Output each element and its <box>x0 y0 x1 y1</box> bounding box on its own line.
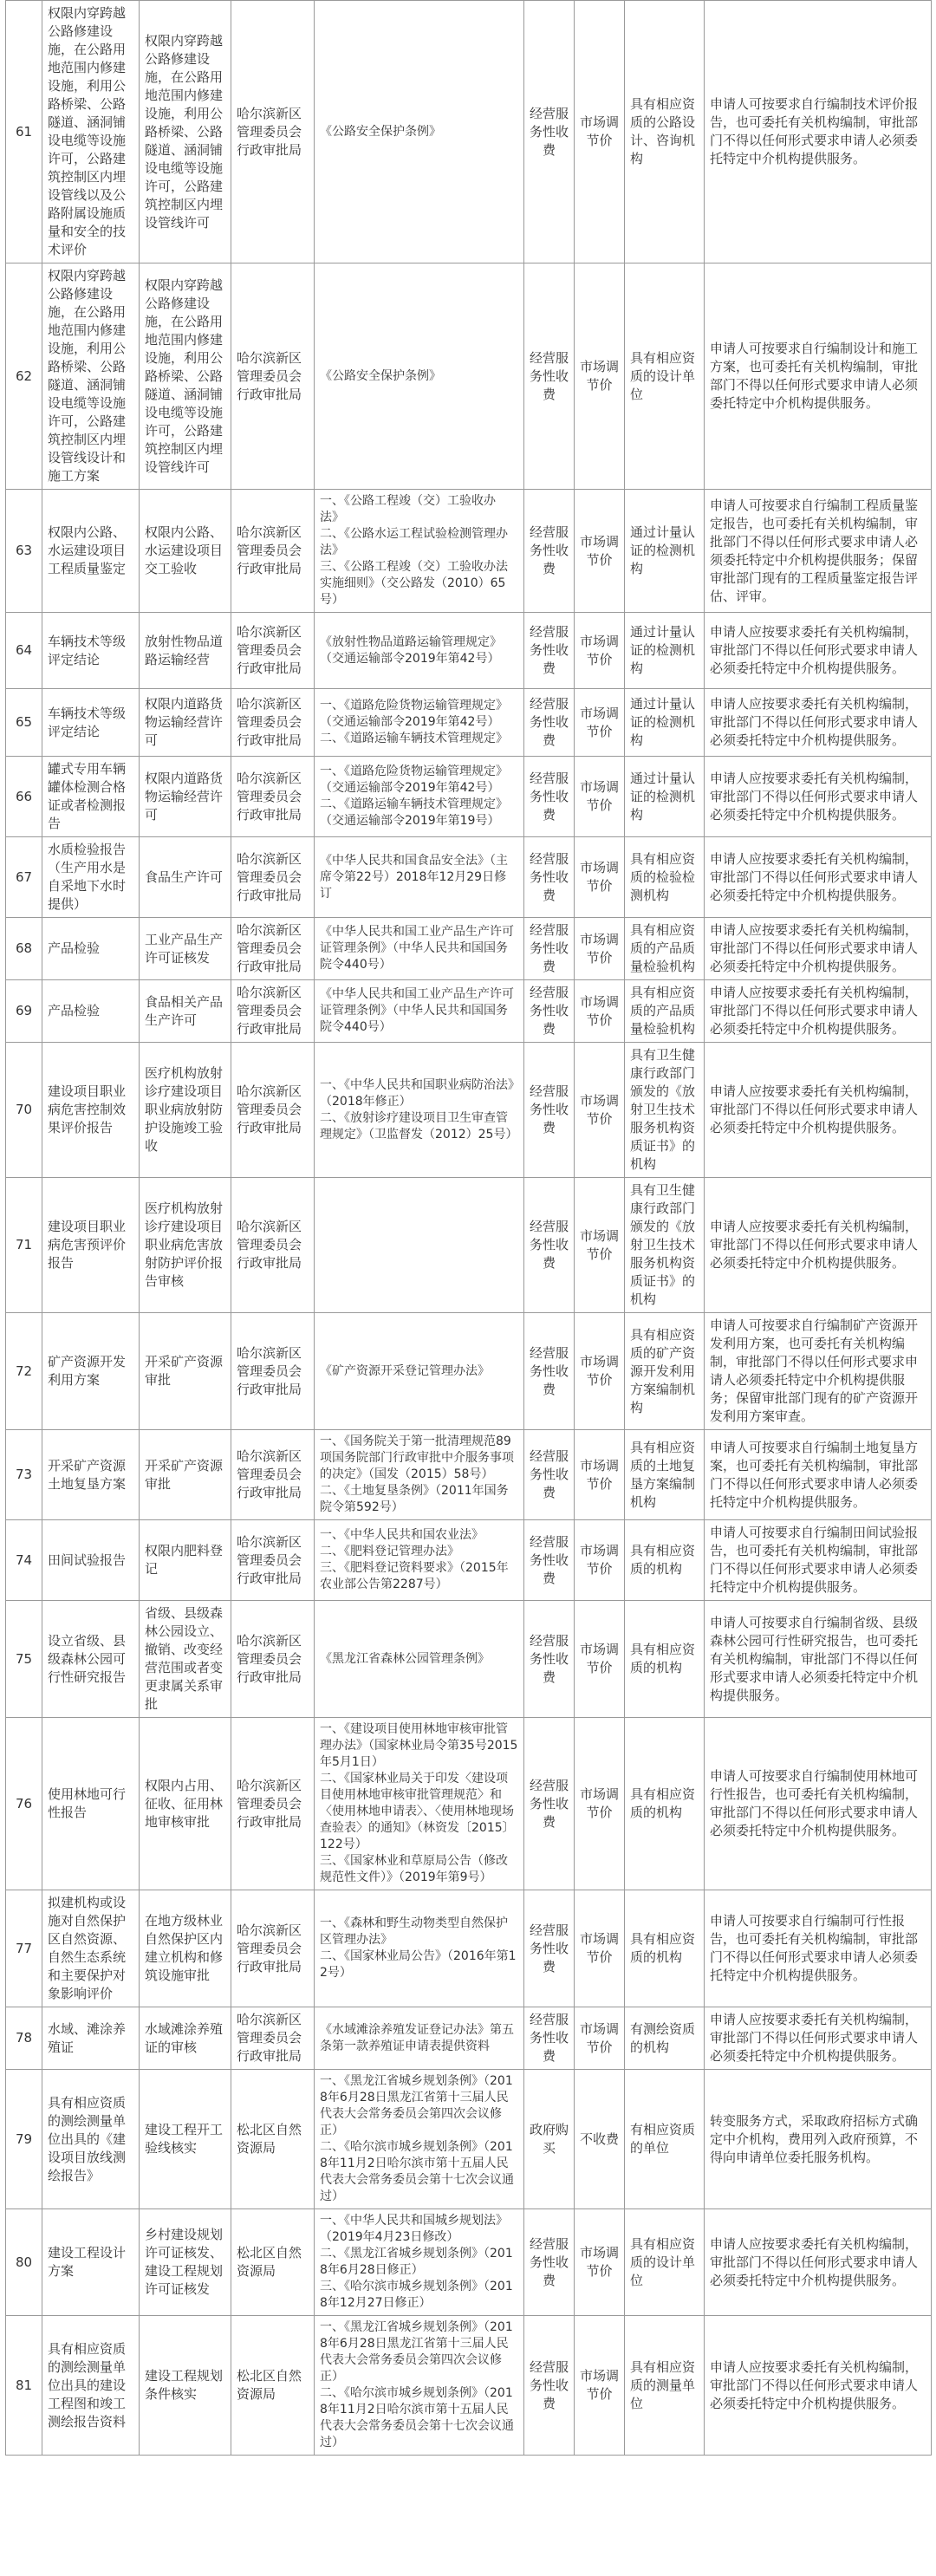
provider-requirement: 具有相应资质的产品质量检验机构 <box>625 980 705 1043</box>
provider-requirement: 具有相应资质的设计单位 <box>625 2209 705 2316</box>
charge-type: 政府购买 <box>524 2070 575 2209</box>
charge-type: 经营服务性收费 <box>524 2316 575 2456</box>
service-name: 建设工程设计方案 <box>42 2209 140 2316</box>
remarks: 申请人应按要求委托有关机构编制，审批部门不得以任何形式要求申请人必须委托特定中介机构提供服务。 <box>705 757 932 837</box>
charge-type: 经营服务性收费 <box>524 263 575 490</box>
charge-type: 经营服务性收费 <box>524 1043 575 1178</box>
charge-type: 经营服务性收费 <box>524 613 575 689</box>
approval-item: 权限内穿跨越公路修建设施，在公路用地范围内修建设施，利用公路桥梁、公路隧道、涵洞铺设电缆等设施许可，公路建筑控制区内埋设管线许可 <box>140 263 231 490</box>
remarks: 申请人应按要求委托有关机构编制，审批部门不得以任何形式要求申请人必须委托特定中介机构提供服务。 <box>705 918 932 980</box>
approval-item: 食品生产许可 <box>140 837 231 918</box>
row-number: 73 <box>6 1430 42 1520</box>
approval-item: 医疗机构放射诊疗建设项目职业病危害放射防护评价报告审核 <box>140 1178 231 1313</box>
provider-requirement: 具有相应资质的机构 <box>625 1718 705 1890</box>
approval-department: 哈尔滨新区管理委员会行政审批局 <box>231 689 315 757</box>
approval-item: 建设工程开工验线核实 <box>140 2070 231 2209</box>
approval-department: 哈尔滨新区管理委员会行政审批局 <box>231 490 315 613</box>
legal-basis: 一、《建设项目使用林地审核审批管理办法》（国家林业局令第35号2015年5月1日） 二、《国家林业局关于印发〈建设项目使用林地审核审批管理规范〉和〈使用林地申请表〉、〈使用林地现场查验表〉的通知》（林资发〔2015〕122号） 三、《国家林业和草原局公告（修改规范性文件）》（2019年第9号） <box>315 1718 524 1890</box>
row-number: 66 <box>6 757 42 837</box>
approval-item: 省级、县级森林公园设立、撤销、改变经营范围或者变更隶属关系审批 <box>140 1601 231 1718</box>
approval-department: 哈尔滨新区管理委员会行政审批局 <box>231 613 315 689</box>
row-number: 69 <box>6 980 42 1043</box>
table-row <box>6 1601 932 1718</box>
table-row <box>6 689 932 757</box>
legal-basis: 一、《公路工程竣（交）工验收办法》 二、《公路水运工程试验检测管理办法》 三、《公路工程竣（交）工验收办法实施细则》（交公路发（2010）65号） <box>315 490 524 613</box>
row-number: 63 <box>6 490 42 613</box>
row-number: 78 <box>6 2007 42 2070</box>
table-row <box>6 980 932 1043</box>
table-row <box>6 757 932 837</box>
legal-basis: 一、《道路危险货物运输管理规定》（交通运输部令2019年第42号） 二、《道路运输车辆技术管理规定》（交通运输部令2019年第19号） <box>315 757 524 837</box>
intermediary-services-table <box>5 0 932 2456</box>
approval-department: 哈尔滨新区管理委员会行政审批局 <box>231 980 315 1043</box>
approval-item: 食品相关产品生产许可 <box>140 980 231 1043</box>
legal-basis: 一、《黑龙江省城乡规划条例》（2018年6月28日黑龙江省第十三届人民代表大会常务委员会第四次会议修正） 二、《哈尔滨市城乡规划条例》（2018年11月2日哈尔滨市第十五届人民代表大会常务委员会第十七次会议通过） <box>315 2070 524 2209</box>
row-number: 61 <box>6 1 42 263</box>
charge-type: 经营服务性收费 <box>524 1 575 263</box>
row-number: 74 <box>6 1520 42 1601</box>
service-name: 具有相应资质的测绘测量单位出具的《建设项目放线测绘报告》 <box>42 2070 140 2209</box>
table-row <box>6 2007 932 2070</box>
provider-requirement: 具有卫生健康行政部门颁发的《放射卫生技术服务机构资质证书》的机构 <box>625 1178 705 1313</box>
service-name: 罐式专用车辆罐体检测合格证或者检测报告 <box>42 757 140 837</box>
approval-department: 哈尔滨新区管理委员会行政审批局 <box>231 1043 315 1178</box>
remarks: 申请人可按要求自行编制省级、县级森林公园可行性研究报告，也可委托有关机构编制，审批部门不得以任何形式要求申请人必须委托特定中介机构提供服务。 <box>705 1601 932 1718</box>
approval-item: 乡村建设规划许可证核发、建设工程规划许可证核发 <box>140 2209 231 2316</box>
service-name: 水域、滩涂养殖证 <box>42 2007 140 2070</box>
provider-requirement: 有测绘资质的机构 <box>625 2007 705 2070</box>
remarks: 申请人可按要求自行编制矿产资源开发利用方案，也可委托有关机构编制，审批部门不得以任何形式要求申请人必须委托特定中介机构提供服务；保留审批部门现有的矿产资源开发利用方案审查。 <box>705 1313 932 1430</box>
pricing-method: 市场调节价 <box>575 837 625 918</box>
pricing-method: 市场调节价 <box>575 1430 625 1520</box>
service-name: 具有相应资质的测绘测量单位出具的建设工程图和竣工测绘报告资料 <box>42 2316 140 2456</box>
pricing-method: 市场调节价 <box>575 689 625 757</box>
legal-basis: 一、《黑龙江省城乡规划条例》（2018年6月28日黑龙江省第十三届人民代表大会常务委员会第四次会议修正） 二、《哈尔滨市城乡规划条例》（2018年11月2日哈尔滨市第十五届人民代表大会常务委员会第十七次会议通过） <box>315 2316 524 2456</box>
remarks: 申请人可按要求自行编制技术评价报告，也可委托有关机构编制，审批部门不得以任何形式要求申请人必须委托特定中介机构提供服务。 <box>705 1 932 263</box>
approval-item: 在地方级林业自然保护区内建立机构和修筑设施审批 <box>140 1890 231 2007</box>
provider-requirement: 通过计量认证的检测机构 <box>625 757 705 837</box>
table-row <box>6 2070 932 2209</box>
provider-requirement: 具有相应资质的机构 <box>625 1520 705 1601</box>
remarks: 申请人可按要求自行编制可行性报告，也可委托有关机构编制，审批部门不得以任何形式要求申请人必须委托特定中介机构提供服务。 <box>705 1890 932 2007</box>
row-number: 79 <box>6 2070 42 2209</box>
approval-department: 哈尔滨新区管理委员会行政审批局 <box>231 1520 315 1601</box>
approval-department: 哈尔滨新区管理委员会行政审批局 <box>231 1601 315 1718</box>
provider-requirement: 具有相应资质的设计单位 <box>625 263 705 490</box>
pricing-method: 市场调节价 <box>575 1043 625 1178</box>
legal-basis: 《中华人民共和国工业产品生产许可证管理条例》（中华人民共和国国务院令440号） <box>315 980 524 1043</box>
approval-department: 哈尔滨新区管理委员会行政审批局 <box>231 837 315 918</box>
pricing-method: 市场调节价 <box>575 2007 625 2070</box>
pricing-method: 市场调节价 <box>575 1601 625 1718</box>
remarks: 申请人应按要求委托有关机构编制，审批部门不得以任何形式要求申请人必须委托特定中介机构提供服务。 <box>705 689 932 757</box>
approval-department: 哈尔滨新区管理委员会行政审批局 <box>231 757 315 837</box>
provider-requirement: 具有相应资质的土地复垦方案编制机构 <box>625 1430 705 1520</box>
service-name: 权限内穿跨越公路修建设施，在公路用地范围内修建设施，利用公路桥梁、公路隧道、涵洞铺设电缆等设施许可，公路建筑控制区内埋设管线设计和施工方案 <box>42 263 140 490</box>
approval-department: 松北区自然资源局 <box>231 2316 315 2456</box>
table-row <box>6 1043 932 1178</box>
approval-department: 哈尔滨新区管理委员会行政审批局 <box>231 1 315 263</box>
row-number: 65 <box>6 689 42 757</box>
approval-department: 哈尔滨新区管理委员会行政审批局 <box>231 918 315 980</box>
remarks: 申请人应按要求委托有关机构编制，审批部门不得以任何形式要求申请人必须委托特定中介机构提供服务。 <box>705 837 932 918</box>
legal-basis: 一、《中华人民共和国农业法》 二、《肥料登记管理办法》 三、《肥料登记资料要求》（2015年农业部公告第2287号） <box>315 1520 524 1601</box>
service-name: 拟建机构或设施对自然保护区自然资源、自然生态系统和主要保护对象影响评价 <box>42 1890 140 2007</box>
approval-department: 松北区自然资源局 <box>231 2209 315 2316</box>
charge-type: 经营服务性收费 <box>524 689 575 757</box>
table-row <box>6 1313 932 1430</box>
pricing-method: 市场调节价 <box>575 918 625 980</box>
table-row <box>6 1430 932 1520</box>
service-name: 产品检验 <box>42 980 140 1043</box>
service-name: 水质检验报告（生产用水是自采地下水时提供） <box>42 837 140 918</box>
charge-type: 经营服务性收费 <box>524 980 575 1043</box>
pricing-method: 不收费 <box>575 2070 625 2209</box>
provider-requirement: 通过计量认证的检测机构 <box>625 613 705 689</box>
remarks: 转变服务方式，采取政府招标方式确定中介机构，费用列入政府预算，不得向申请单位委托服务机构。 <box>705 2070 932 2209</box>
charge-type: 经营服务性收费 <box>524 1313 575 1430</box>
approval-item: 水域滩涂养殖证的审核 <box>140 2007 231 2070</box>
legal-basis: 一、《道路危险货物运输管理规定》（交通运输部令2019年第42号） 二、《道路运输车辆技术管理规定》 <box>315 689 524 757</box>
provider-requirement: 具有相应资质的机构 <box>625 1890 705 2007</box>
pricing-method: 市场调节价 <box>575 2316 625 2456</box>
pricing-method: 市场调节价 <box>575 1718 625 1890</box>
approval-department: 哈尔滨新区管理委员会行政审批局 <box>231 1718 315 1890</box>
service-name: 使用林地可行性报告 <box>42 1718 140 1890</box>
remarks: 申请人可按要求自行编制设计和施工方案，也可委托有关机构编制，审批部门不得以任何形式要求申请人必须委托特定中介机构提供服务。 <box>705 263 932 490</box>
remarks: 申请人应按要求委托有关机构编制，审批部门不得以任何形式要求申请人必须委托特定中介机构提供服务。 <box>705 2209 932 2316</box>
pricing-method: 市场调节价 <box>575 490 625 613</box>
row-number: 71 <box>6 1178 42 1313</box>
charge-type: 经营服务性收费 <box>524 490 575 613</box>
provider-requirement: 通过计量认证的检测机构 <box>625 689 705 757</box>
charge-type: 经营服务性收费 <box>524 2007 575 2070</box>
charge-type: 经营服务性收费 <box>524 2209 575 2316</box>
legal-basis: 《中华人民共和国食品安全法》（主席令第22号）2018年12月29日修订 <box>315 837 524 918</box>
approval-department: 哈尔滨新区管理委员会行政审批局 <box>231 1178 315 1313</box>
pricing-method: 市场调节价 <box>575 613 625 689</box>
pricing-method: 市场调节价 <box>575 757 625 837</box>
pricing-method: 市场调节价 <box>575 1178 625 1313</box>
approval-item: 放射性物品道路运输经营 <box>140 613 231 689</box>
remarks: 申请人应按要求委托有关机构编制，审批部门不得以任何形式要求申请人必须委托特定中介机构提供服务。 <box>705 2007 932 2070</box>
pricing-method: 市场调节价 <box>575 1 625 263</box>
service-name: 设立省级、县级森林公园可行性研究报告 <box>42 1601 140 1718</box>
charge-type: 经营服务性收费 <box>524 1178 575 1313</box>
charge-type: 经营服务性收费 <box>524 837 575 918</box>
approval-item: 医疗机构放射诊疗建设项目职业病放射防护设施竣工验收 <box>140 1043 231 1178</box>
pricing-method: 市场调节价 <box>575 263 625 490</box>
legal-basis: 《公路安全保护条例》 <box>315 1 524 263</box>
legal-basis: 一、《中华人民共和国城乡规划法》（2019年4月23日修改） 二、《黑龙江省城乡规划条例》（2018年6月28日修正） 三、《哈尔滨市城乡规划条例》（2018年12月27日修正） <box>315 2209 524 2316</box>
row-number: 68 <box>6 918 42 980</box>
legal-basis: 《黑龙江省森林公园管理条例》 <box>315 1601 524 1718</box>
legal-basis: 《矿产资源开采登记管理办法》 <box>315 1313 524 1430</box>
table-row <box>6 1890 932 2007</box>
service-name: 田间试验报告 <box>42 1520 140 1601</box>
remarks: 申请人可按要求自行编制使用林地可行性报告，也可委托有关机构编制，审批部门不得以任何形式要求申请人必须委托特定中介机构提供服务。 <box>705 1718 932 1890</box>
remarks: 申请人应按要求委托有关机构编制，审批部门不得以任何形式要求申请人必须委托特定中介机构提供服务。 <box>705 1178 932 1313</box>
provider-requirement: 具有相应资质的产品质量检验机构 <box>625 918 705 980</box>
charge-type: 经营服务性收费 <box>524 1890 575 2007</box>
pricing-method: 市场调节价 <box>575 1313 625 1430</box>
row-number: 81 <box>6 2316 42 2456</box>
charge-type: 经营服务性收费 <box>524 1520 575 1601</box>
approval-department: 哈尔滨新区管理委员会行政审批局 <box>231 263 315 490</box>
table-row <box>6 613 932 689</box>
service-name: 开采矿产资源土地复垦方案 <box>42 1430 140 1520</box>
approval-department: 哈尔滨新区管理委员会行政审批局 <box>231 1890 315 2007</box>
table-row <box>6 837 932 918</box>
approval-item: 建设工程规划条件核实 <box>140 2316 231 2456</box>
row-number: 67 <box>6 837 42 918</box>
remarks: 申请人应按要求委托有关机构编制，审批部门不得以任何形式要求申请人必须委托特定中介机构提供服务。 <box>705 613 932 689</box>
provider-requirement: 有相应资质的单位 <box>625 2070 705 2209</box>
approval-item: 权限内公路、水运建设项目交工验收 <box>140 490 231 613</box>
table-row <box>6 1178 932 1313</box>
approval-item: 工业产品生产许可证核发 <box>140 918 231 980</box>
approval-department: 松北区自然资源局 <box>231 2070 315 2209</box>
approval-item: 权限内占用、征收、征用林地审核审批 <box>140 1718 231 1890</box>
row-number: 76 <box>6 1718 42 1890</box>
charge-type: 经营服务性收费 <box>524 757 575 837</box>
service-name: 车辆技术等级评定结论 <box>42 613 140 689</box>
provider-requirement: 具有相应资质的检验检测机构 <box>625 837 705 918</box>
charge-type: 经营服务性收费 <box>524 1718 575 1890</box>
service-name: 建设项目职业病危害控制效果评价报告 <box>42 1043 140 1178</box>
table-row <box>6 263 932 490</box>
pricing-method: 市场调节价 <box>575 1520 625 1601</box>
approval-department: 哈尔滨新区管理委员会行政审批局 <box>231 2007 315 2070</box>
legal-basis: 一、《森林和野生动物类型自然保护区管理办法》 二、《国家林业局公告》（2016年第12号） <box>315 1890 524 2007</box>
legal-basis: 《公路安全保护条例》 <box>315 263 524 490</box>
charge-type: 经营服务性收费 <box>524 918 575 980</box>
table-row <box>6 1 932 263</box>
pricing-method: 市场调节价 <box>575 1890 625 2007</box>
provider-requirement: 通过计量认证的检测机构 <box>625 490 705 613</box>
row-number: 75 <box>6 1601 42 1718</box>
remarks: 申请人可按要求自行编制土地复垦方案，也可委托有关机构编制，审批部门不得以任何形式要求申请人必须委托特定中介机构提供服务。 <box>705 1430 932 1520</box>
table-row <box>6 2316 932 2456</box>
row-number: 64 <box>6 613 42 689</box>
approval-item: 权限内穿跨越公路修建设施，在公路用地范围内修建设施，利用公路桥梁、公路隧道、涵洞铺设电缆等设施许可，公路建筑控制区内埋设管线许可 <box>140 1 231 263</box>
service-name: 建设项目职业病危害预评价报告 <box>42 1178 140 1313</box>
legal-basis: 《水域滩涂养殖发证登记办法》第五条第一款养殖证申请表提供资料 <box>315 2007 524 2070</box>
row-number: 77 <box>6 1890 42 2007</box>
provider-requirement: 具有相应资质的机构 <box>625 1601 705 1718</box>
table-row <box>6 490 932 613</box>
approval-item: 开采矿产资源审批 <box>140 1313 231 1430</box>
charge-type: 经营服务性收费 <box>524 1430 575 1520</box>
provider-requirement: 具有相应资质的公路设计、咨询机构 <box>625 1 705 263</box>
service-name: 产品检验 <box>42 918 140 980</box>
pricing-method: 市场调节价 <box>575 2209 625 2316</box>
approval-item: 开采矿产资源审批 <box>140 1430 231 1520</box>
table-row <box>6 2209 932 2316</box>
provider-requirement: 具有相应资质的矿产资源开发利用方案编制机构 <box>625 1313 705 1430</box>
row-number: 72 <box>6 1313 42 1430</box>
table-row <box>6 918 932 980</box>
service-name: 矿产资源开发利用方案 <box>42 1313 140 1430</box>
remarks: 申请人应按要求委托有关机构编制，审批部门不得以任何形式要求申请人必须委托特定中介机构提供服务。 <box>705 2316 932 2456</box>
service-name: 权限内穿跨越公路修建设施，在公路用地范围内修建设施，利用公路桥梁、公路隧道、涵洞铺设电缆等设施许可，公路建筑控制区内埋设管线以及公路附属设施质量和安全的技术评价 <box>42 1 140 263</box>
table-row <box>6 1520 932 1601</box>
approval-item: 权限内肥料登记 <box>140 1520 231 1601</box>
remarks: 申请人可按要求自行编制田间试验报告，也可委托有关机构编制，审批部门不得以任何形式要求申请人必须委托特定中介机构提供服务。 <box>705 1520 932 1601</box>
row-number: 70 <box>6 1043 42 1178</box>
legal-basis: 一、《中华人民共和国职业病防治法》（2018年修正） 二、《放射诊疗建设项目卫生审查管理规定》（卫监督发（2012）25号） <box>315 1043 524 1178</box>
charge-type: 经营服务性收费 <box>524 1601 575 1718</box>
provider-requirement: 具有相应资质的测量单位 <box>625 2316 705 2456</box>
legal-basis <box>315 1178 524 1313</box>
legal-basis: 一、《国务院关于第一批清理规范89项国务院部门行政审批中介服务事项的决定》（国发（2015）58号） 二、《土地复垦条例》（2011年国务院令第592号） <box>315 1430 524 1520</box>
service-name: 车辆技术等级评定结论 <box>42 689 140 757</box>
approval-department: 哈尔滨新区管理委员会行政审批局 <box>231 1313 315 1430</box>
remarks: 申请人可按要求自行编制工程质量鉴定报告，也可委托有关机构编制，审批部门不得以任何形式要求申请人必须委托特定中介机构提供服务；保留审批部门现有的工程质量鉴定报告评估、评审。 <box>705 490 932 613</box>
row-number: 80 <box>6 2209 42 2316</box>
legal-basis: 《放射性物品道路运输管理规定》（交通运输部令2019年第42号） <box>315 613 524 689</box>
approval-item: 权限内道路货物运输经营许可 <box>140 757 231 837</box>
row-number: 62 <box>6 263 42 490</box>
remarks: 申请人应按要求委托有关机构编制，审批部门不得以任何形式要求申请人必须委托特定中介机构提供服务。 <box>705 980 932 1043</box>
approval-item: 权限内道路货物运输经营许可 <box>140 689 231 757</box>
pricing-method: 市场调节价 <box>575 980 625 1043</box>
service-name: 权限内公路、水运建设项目工程质量鉴定 <box>42 490 140 613</box>
legal-basis: 《中华人民共和国工业产品生产许可证管理条例》（中华人民共和国国务院令440号） <box>315 918 524 980</box>
remarks: 申请人应按要求委托有关机构编制，审批部门不得以任何形式要求申请人必须委托特定中介机构提供服务。 <box>705 1043 932 1178</box>
provider-requirement: 具有卫生健康行政部门颁发的《放射卫生技术服务机构资质证书》的机构 <box>625 1043 705 1178</box>
approval-department: 哈尔滨新区管理委员会行政审批局 <box>231 1430 315 1520</box>
table-row <box>6 1718 932 1890</box>
